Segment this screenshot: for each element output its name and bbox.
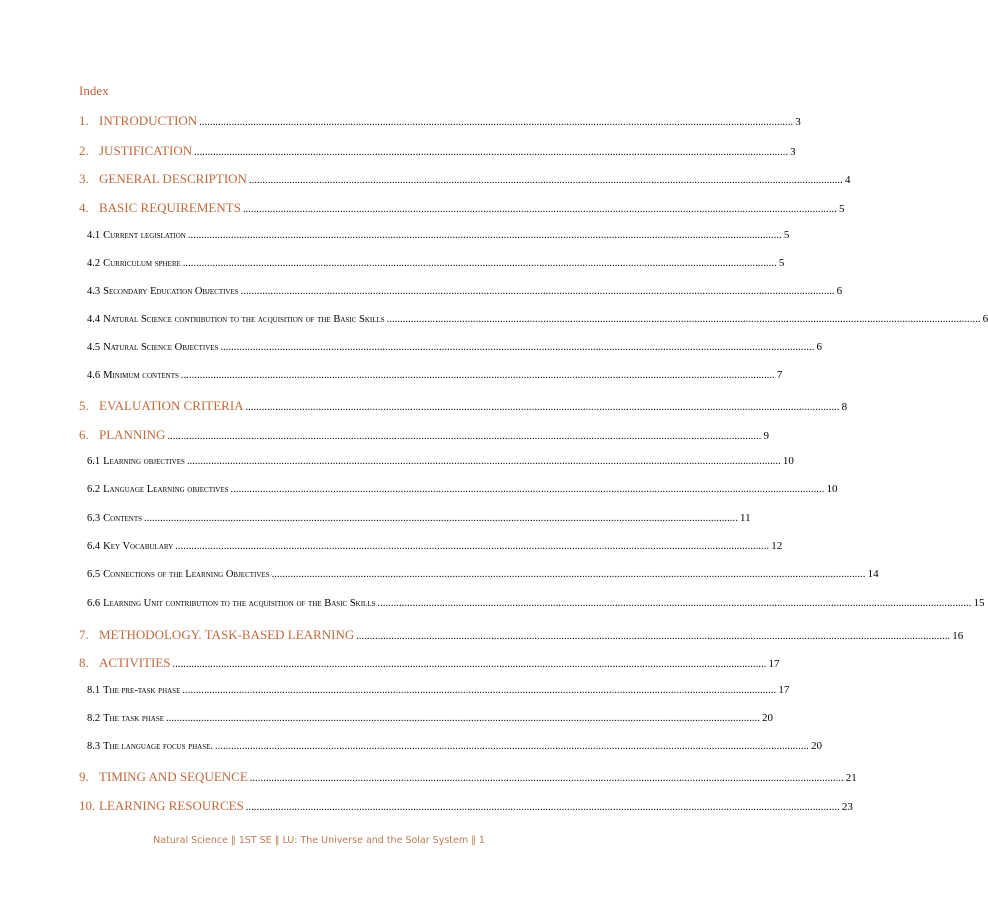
toc-leader-dots: ............................................................................................................................................................................................................................: [245, 402, 840, 413]
toc-page-number: 20: [762, 712, 774, 724]
toc-entry[interactable]: [79, 655, 780, 671]
toc-leader-dots: ............................................................................................................................................................................................................................: [180, 370, 775, 381]
toc-entry[interactable]: [87, 313, 988, 325]
toc-entry-title: Current legislation: [103, 230, 186, 241]
toc-leader-dots: ............................................................................................................................................................................................................................: [182, 685, 777, 696]
page-footer: Natural Science ‖ 1ST SE ‖ LU: The Universe and the Solar System ‖ 1: [153, 835, 485, 846]
toc-page-number: 7: [776, 369, 783, 381]
toc-entry-title: Learning objectives: [103, 456, 185, 467]
toc-entry[interactable]: [79, 200, 845, 216]
toc-page-number: 12: [771, 540, 783, 552]
toc-entry-title: The language focus phase.: [103, 741, 213, 752]
toc-leader-dots: ............................................................................................................................................................................................................................: [271, 569, 866, 580]
toc-page-number: 23: [841, 801, 853, 813]
toc-entry-title: INTRODUCTION: [99, 113, 198, 128]
toc-entry-title: PLANNING: [99, 427, 166, 442]
toc-page-number: 6: [982, 313, 988, 325]
toc-entry-number: 8.3: [87, 741, 101, 752]
toc-entry-number: 8.: [79, 655, 89, 670]
toc-entry-number: 10.: [79, 798, 96, 813]
toc-entry-number: 3.: [79, 171, 89, 186]
toc-page-number: 10: [826, 483, 838, 495]
toc-page-number: 8: [841, 401, 848, 413]
toc-entry-number: 6.4: [87, 541, 101, 552]
toc-leader-dots: ............................................................................................................................................................................................................................: [249, 773, 844, 784]
toc-entry[interactable]: [87, 597, 985, 609]
toc-entry[interactable]: [79, 798, 853, 814]
toc-leader-dots: ............................................................................................................................................................................................................................: [187, 230, 782, 241]
toc-entry[interactable]: [87, 369, 783, 381]
toc-entry-title: Secondary Education Objectives: [103, 286, 239, 297]
toc-entry-number: 4.2: [87, 258, 101, 269]
toc-entry-title: Connections of the Learning Objectives: [103, 569, 270, 580]
toc-entry[interactable]: [79, 113, 801, 129]
toc-leader-dots: ............................................................................................................................................................................................................................: [377, 598, 972, 609]
toc-entry-number: 1.: [79, 113, 89, 128]
toc-page-number: 3: [790, 146, 796, 158]
toc-entry[interactable]: [79, 427, 769, 443]
toc-entry-number: 2.: [79, 143, 89, 158]
toc-entry[interactable]: [87, 257, 785, 269]
toc-entry-title: Curriculum sphere: [103, 258, 181, 269]
toc-page-number: 3: [795, 116, 801, 128]
toc-leader-dots: ............................................................................................................................................................................................................................: [167, 431, 762, 442]
toc-page-number: 20: [811, 740, 822, 752]
toc-leader-dots: ............................................................................................................................................................................................................................: [144, 513, 739, 524]
toc-page-number: 5: [778, 257, 785, 269]
toc-entry-number: 4.: [79, 200, 89, 215]
toc-leader-dots: ............................................................................................................................................................................................................................: [186, 456, 781, 467]
toc-leader-dots: ............................................................................................................................................................................................................................: [166, 713, 761, 724]
toc-page-number: 16: [952, 630, 964, 642]
toc-page-number: 9: [763, 430, 769, 442]
toc-entry-title: JUSTIFICATION: [99, 143, 193, 158]
toc-leader-dots: ............................................................................................................................................................................................................................: [199, 117, 794, 128]
toc-page-number: 11: [740, 512, 751, 524]
toc-entry-title: LEARNING RESOURCES: [99, 798, 244, 813]
toc-entry[interactable]: [87, 341, 822, 353]
toc-page-number: 6: [816, 341, 822, 353]
toc-leader-dots: ............................................................................................................................................................................................................................: [240, 286, 835, 297]
toc-entry[interactable]: [87, 455, 794, 467]
toc-entry-title: METHODOLOGY. TASK-BASED LEARNING: [99, 627, 355, 642]
toc-entry[interactable]: [87, 229, 790, 241]
toc-entry-number: 7.: [79, 627, 89, 642]
toc-leader-dots: ............................................................................................................................................................................................................................: [356, 631, 951, 642]
toc-page-number: 4: [844, 174, 851, 186]
toc-entry[interactable]: [79, 627, 964, 643]
toc-leader-dots: ............................................................................................................................................................................................................................: [215, 741, 809, 752]
toc-entry-title: TIMING AND SEQUENCE: [99, 769, 248, 784]
toc-entry-number: 6.1: [87, 456, 101, 467]
toc-entry-title: Language Learning objectives: [103, 484, 229, 495]
toc-entry-title: Minimum contents: [103, 370, 179, 381]
toc-leader-dots: ............................................................................................................................................................................................................................: [248, 175, 843, 186]
toc-entry-title: Contents: [103, 513, 143, 524]
toc-entry-number: 8.2: [87, 713, 101, 724]
toc-entry[interactable]: [87, 684, 790, 696]
toc-entry-number: 4.6: [87, 370, 101, 381]
toc-entry-title: Learning Unit contribution to the acquisition of the Basic Skills: [103, 598, 376, 609]
toc-entry[interactable]: [87, 712, 774, 724]
toc-leader-dots: ............................................................................................................................................................................................................................: [386, 314, 981, 325]
toc-entry-number: 9.: [79, 769, 89, 784]
toc-entry[interactable]: [79, 143, 796, 159]
toc-entry-number: 5.: [79, 398, 89, 413]
toc-entry-title: Natural Science contribution to the acquisition of the Basic Skills: [103, 314, 385, 325]
toc-leader-dots: ............................................................................................................................................................................................................................: [230, 484, 825, 495]
toc-leader-dots: ............................................................................................................................................................................................................................: [245, 802, 840, 813]
toc-entry-title: ACTIVITIES: [99, 655, 171, 670]
toc-entry-title: GENERAL DESCRIPTION: [99, 171, 247, 186]
toc-page-number: 21: [845, 772, 857, 784]
toc-leader-dots: ............................................................................................................................................................................................................................: [172, 659, 767, 670]
toc-entry-number: 6.3: [87, 513, 101, 524]
toc-page-number: 6: [836, 285, 843, 297]
toc-page-number: 5: [838, 203, 845, 215]
toc-entry[interactable]: [87, 285, 843, 297]
toc-entry-title: BASIC REQUIREMENTS: [99, 200, 241, 215]
toc-leader-dots: ............................................................................................................................................................................................................................: [175, 541, 770, 552]
toc-page-number: 10: [782, 455, 794, 467]
toc-entry[interactable]: [87, 512, 751, 524]
toc-page-number: 15: [973, 597, 985, 609]
toc-entry-number: 6.: [79, 427, 89, 442]
toc-entry-title: The task phase: [103, 713, 165, 724]
toc-entry[interactable]: [87, 540, 783, 552]
toc-entry-title: EVALUATION CRITERIA: [99, 398, 244, 413]
toc-leader-dots: ............................................................................................................................................................................................................................: [182, 258, 777, 269]
toc-leader-dots: ............................................................................................................................................................................................................................: [242, 204, 837, 215]
toc-page-number: 5: [783, 229, 790, 241]
toc-entry-title: The pre-task phase: [103, 685, 181, 696]
toc-entry-number: 6.6: [87, 598, 101, 609]
toc-entry-number: 6.2: [87, 484, 101, 495]
toc-entry-number: 4.5: [87, 342, 101, 353]
index-title: Index: [79, 83, 109, 98]
toc-entry[interactable]: [87, 740, 822, 752]
toc-entry-number: 8.1: [87, 685, 101, 696]
toc-entry-title: Key Vocabulary: [103, 541, 174, 552]
toc-entry[interactable]: [87, 568, 879, 580]
toc-entry-number: 4.1: [87, 230, 101, 241]
toc-leader-dots: ............................................................................................................................................................................................................................: [220, 342, 815, 353]
toc-leader-dots: ............................................................................................................................................................................................................................: [194, 147, 789, 158]
toc-entry-number: 4.3: [87, 286, 101, 297]
toc-entry[interactable]: [79, 171, 851, 187]
toc-entry[interactable]: [79, 398, 848, 414]
toc-entry-number: 6.5: [87, 569, 101, 580]
toc-entry[interactable]: [79, 769, 857, 785]
toc-entry-title: Natural Science Objectives: [103, 342, 219, 353]
toc-entry[interactable]: [87, 483, 838, 495]
toc-page-number: 17: [768, 658, 780, 670]
toc-page-number: 14: [867, 568, 879, 580]
toc-entry-number: 4.4: [87, 314, 101, 325]
toc-page-number: 17: [778, 684, 790, 696]
